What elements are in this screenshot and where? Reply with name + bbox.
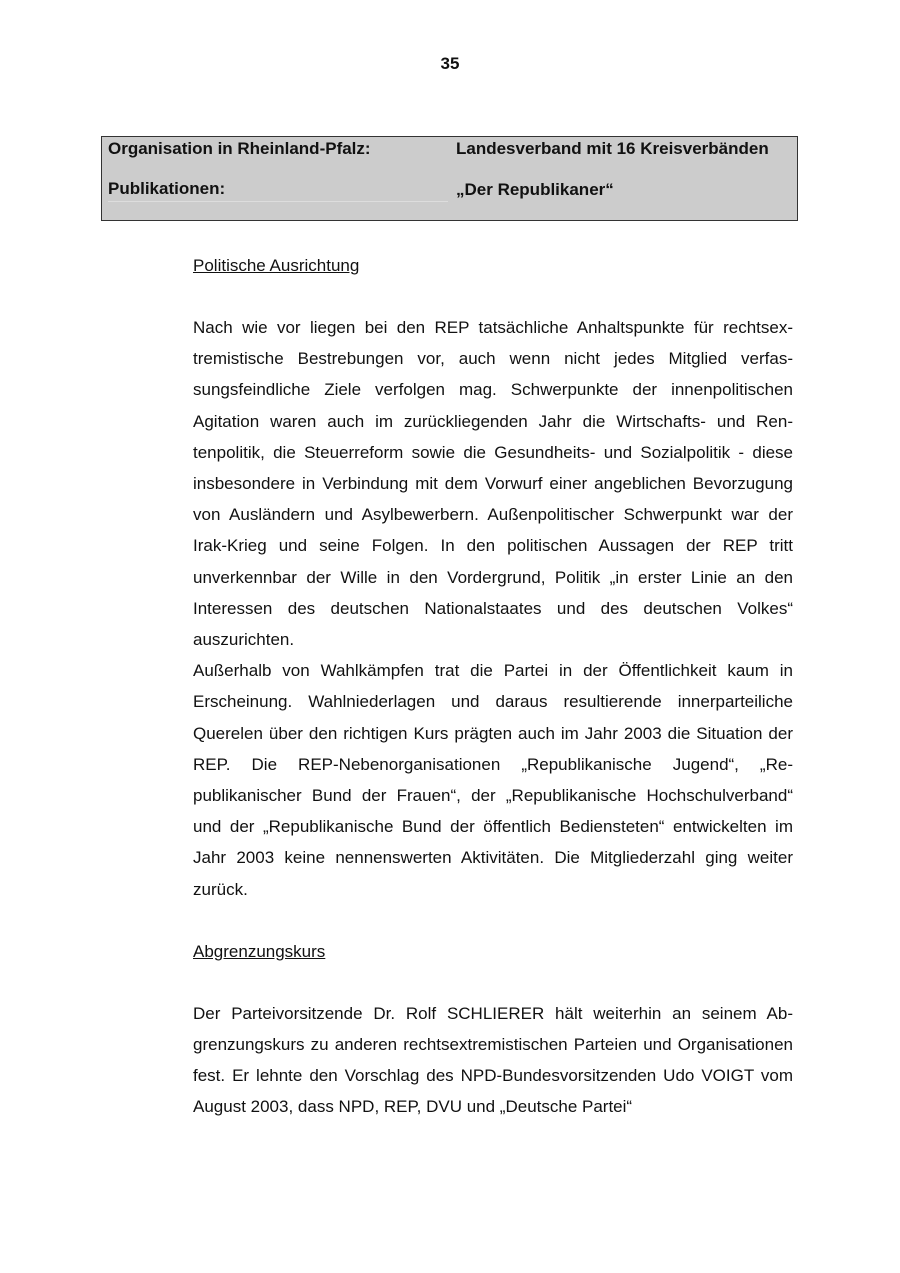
paragraph: Außerhalb von Wahlkämpfen trat die Partei in der Öffentlichkeit kaum in Erscheinung. Wahlniederlagen und daraus resultierende innerparteiliche Querelen über den richtigen Kurs prägten auch im Jahr 2003 die Situation der REP. Die REP-Nebenorganisationen „Republikanische Jugend“, „Republikanischer Bund der Frauen“, der „Republikanische Hochschulverband“ und der „Republikanische Bund der öffentlich Bediensteten“ entwickelten im Jahr 2003 keine nennenswerten Aktivitäten. Die Mitgliederzahl ging weiter zurück. (193, 661, 793, 899)
paragraph: Der Parteivorsitzende Dr. Rolf SCHLIERER hält weiterhin an seinem Abgrenzungskurs zu anderen rechtsextremistischen Parteien und Organisationen fest. Er lehnte den Vorschlag des NPD-Bundesvorsitzenden Udo VOIGT vom August 2003, dass NPD, REP, DVU und „Deutsche Partei“ (193, 1003, 793, 1117)
info-key-publications: Publikationen: (108, 179, 448, 202)
info-value-publications: „Der Republikaner“ (456, 180, 614, 199)
organisation-info-box (101, 136, 798, 221)
info-row-publications (102, 178, 797, 208)
info-value-organisation: Landesverband mit 16 Kreisverbänden (456, 139, 769, 158)
section-heading-politische-ausrichtung: Politische Ausrichtung (193, 256, 360, 275)
info-row-organisation (102, 137, 797, 167)
page-number: 35 (440, 54, 460, 73)
document-body (193, 250, 793, 1123)
info-key-organisation: Organisation in Rheinland-Pfalz: (108, 139, 371, 158)
section-heading-abgrenzungskurs: Abgrenzungskurs (193, 941, 326, 961)
paragraph: Nach wie vor liegen bei den REP tatsächliche Anhaltspunkte für rechtsextremistische Bestrebungen vor, auch wenn nicht jedes Mitglied verfassungsfeindliche Ziele verfolgen mag. Schwerpunkte der innenpolitischen Agitation waren auch im zurückliegenden Jahr die Wirtschafts- und Rentenpolitik, die Steuerreform sowie die Gesundheits- und Sozialpolitik - diese insbesondere in Verbindung mit dem Vorwurf einer angeblichen Bevorzugung von Ausländern und Asylbewerbern. Außenpolitischer Schwerpunkt war der Irak-Krieg und seine Folgen. In den politischen Aussagen der REP tritt unverkennbar der Wille in den Vordergrund, Politik „in erster Linie an den Interessen des deutschen Nationalstaates und des deutschen Volkes“ auszurichten. (193, 318, 793, 650)
